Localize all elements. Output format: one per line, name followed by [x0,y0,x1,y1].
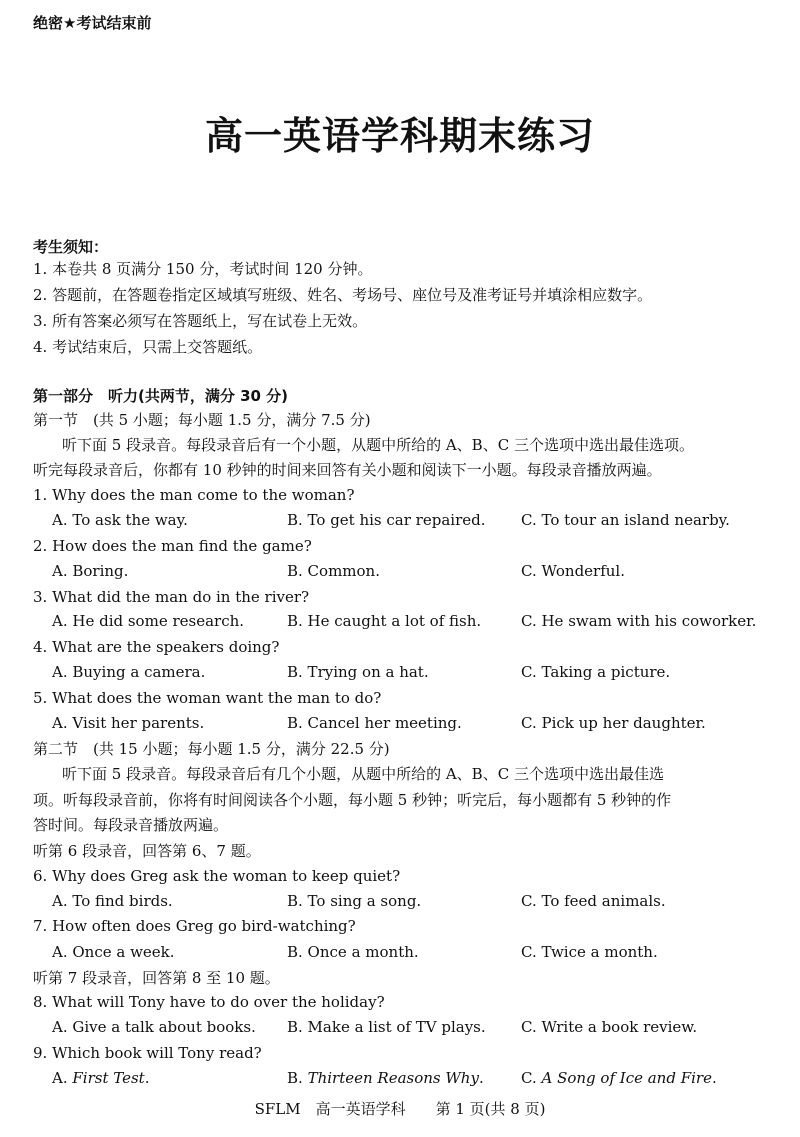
page-title: 高一英语学科期末练习 [204,113,595,158]
option-b: B. Once a month. [287,943,419,961]
instruction-line: 听完每段录音后，你都有 10 秒钟的时间来回答有关小题和阅读下一小题。每段录音播放两遍。 [33,461,662,479]
question: 7. How often does Greg go bird-watching? [33,917,356,935]
option-a: A. Visit her parents. [52,714,205,732]
instruction-line: 听下面 5 段录音。每段录音后有一个小题，从题中所给的 A、B、C 三个选项中选出最佳选项。 [62,436,694,454]
notice-item: 1. 本卷共 8 页满分 150 分，考试时间 120 分钟。 [33,260,373,278]
question: 4. What are the speakers doing? [33,638,280,656]
option-a: A. Boring. [52,562,129,580]
question: 6. Why does Greg ask the woman to keep quiet? [33,867,401,885]
question: 5. What does the woman want the man to do? [33,689,382,707]
option-a: A. Buying a camera. [52,663,206,681]
option-c: C. Write a book review. [521,1018,698,1036]
option-suffix: . [478,1069,484,1087]
option-c: C. Pick up her daughter. [521,714,706,732]
confidential-label: 绝密★考试结束前 [33,14,152,32]
option-b: B. To get his car repaired. [287,511,486,529]
question: 9. Which book will Tony read? [33,1044,262,1062]
instruction-line: 项。听每段录音前，你将有时间阅读各个小题，每小题 5 秒钟；听完后，每小题都有 5 秒钟的作 [33,791,672,809]
question: 8. What will Tony have to do over the holiday? [33,993,385,1011]
question: 3. What did the man do in the river? [33,588,310,606]
option-a: A. To ask the way. [52,511,188,529]
option-a: A. Give a talk about books. [52,1018,256,1036]
question: 2. How does the man find the game? [33,537,312,555]
notice-heading: 考生须知： [33,238,109,256]
option-c: C. Twice a month. [521,943,658,961]
page-footer: SFLM 高一英语学科 第 1 页(共 8 页) [254,1100,546,1118]
option-a: A. To find birds. [52,892,173,910]
option-suffix: . [711,1069,717,1087]
option-b [287,1069,484,1087]
option-c: C. Taking a picture. [521,663,671,681]
option-b: B. To sing a song. [287,892,422,910]
book-title: Thirteen Reasons Why [307,1069,479,1087]
section-heading: 第二节 (共 15 小题；每小题 1.5 分，满分 22.5 分) [33,740,390,758]
instruction-line: 听下面 5 段录音。每段录音后有几个小题，从题中所给的 A、B、C 三个选项中选出最佳选 [62,765,664,783]
option-b: B. Make a list of TV plays. [287,1018,486,1036]
notice-item: 2. 答题前，在答题卷指定区域填写班级、姓名、考场号、座位号及准考证号并填涂相应数字。 [33,286,653,304]
option-a [52,1069,149,1087]
group-heading: 听第 6 段录音，回答第 6、7 题。 [33,842,261,860]
option-suffix: . [144,1069,150,1087]
section-heading: 第一节 (共 5 小题；每小题 1.5 分，满分 7.5 分) [33,411,371,429]
option-c: C. To feed animals. [521,892,666,910]
notice-item: 3. 所有答案必须写在答题纸上，写在试卷上无效。 [33,312,368,330]
book-title: A Song of Ice and Fire [541,1069,712,1087]
part-heading: 第一部分 听力(共两节，满分 30 分) [33,387,289,405]
option-c: C. To tour an island nearby. [521,511,730,529]
option-prefix: C. [521,1069,542,1087]
option-c: C. He swam with his coworker. [521,612,757,630]
option-c: C. Wonderful. [521,562,625,580]
option-b: B. Trying on a hat. [287,663,429,681]
group-heading: 听第 7 段录音，回答第 8 至 10 题。 [33,969,280,987]
instruction-line: 答时间。每段录音播放两遍。 [33,816,229,834]
option-b: B. Cancel her meeting. [287,714,462,732]
option-a: A. He did some research. [52,612,245,630]
option-c [521,1069,717,1087]
question: 1. Why does the man come to the woman? [33,486,355,504]
notice-item: 4. 考试结束后，只需上交答题纸。 [33,338,263,356]
option-b: B. Common. [287,562,380,580]
option-a: A. Once a week. [52,943,175,961]
option-prefix: B. [287,1069,308,1087]
option-prefix: A. [52,1069,73,1087]
book-title: First Test [72,1069,145,1087]
option-b: B. He caught a lot of fish. [287,612,482,630]
